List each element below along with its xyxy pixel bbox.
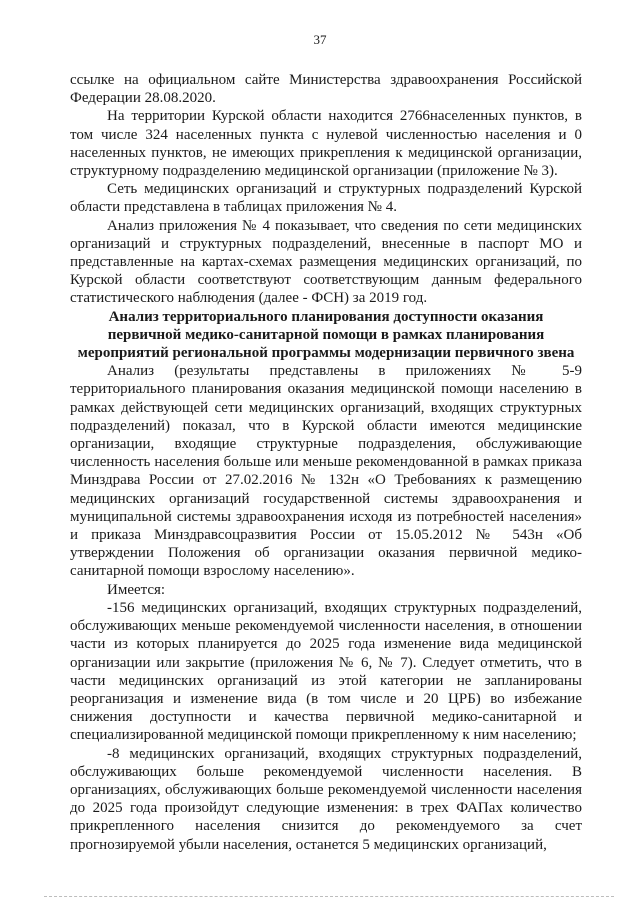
section-heading: Анализ территориального планирования доступности оказания первичной медико-санитарной помощи в рамках планирования мероприятий региональной программы модернизации первичного звена [77, 308, 575, 362]
paragraph-continuation: ссылке на официальном сайте Министерства здравоохранения Российской Федерации 28.08.2020. [70, 72, 582, 107]
paragraph-list-item-8: -8 медицинских организаций, входящих структурных подразделений, обслуживающих больше рекомендуемой численности населения. В организациях, обслуживающих больше рекомендуемой численности населения до 2025 года произойдут следующие изменения: в трех ФАПах количество прикрепленного населения снизится до рекомендуемого за счет прогнозируемой убыли населения, останется 5 медицинских организаций, [70, 745, 582, 853]
page-number: 37 [313, 32, 327, 47]
bottom-divider [44, 896, 614, 897]
paragraph-analysis-results: Анализ (результаты представлены в приложениях № 5-9 территориального планирования оказания медицинской помощи населению в рамках действующей сети медицинских организаций, входящих структурных подразделений) показал, что в Курской области имеются медицинские организации, входящие структурные подразделения, обслуживающие численность населения больше или меньше рекомендованной в рамках приказа Минздрава России от 27.02.2016 № 132н «О Требованиях к размещению медицинских организаций государственной системы здравоохранения и муниципальной системы здравоохранения исходя из потребностей населения» и приказа Минздравсоцразвития России от 15.05.2012 № 543н «Об утверждении Положения об организации оказания первичной медико-санитарной помощи взрослому населению». [70, 363, 582, 580]
document-body [70, 71, 582, 854]
paragraph-analysis-appendix-4: Анализ приложения № 4 показывает, что сведения по сети медицинских организаций и структурных подразделений, внесенные в паспорт МО и представленные на картах-схемах размещения медицинских организаций, по Курской области соответствуют соответствующим данным федерального статистического наблюдения (далее - ФСН) за 2019 год. [70, 217, 582, 307]
paragraph-list-item-156: -156 медицинских организаций, входящих структурных подразделений, обслуживающих меньше рекомендуемой численности населения, в отношении части из которых планируется до 2025 года изменение вида медицинской организации или закрытие (приложения № 6, № 7). Следует отметить, что в части медицинских организаций из этой категории не запланированы реорганизация и изменение вида (в том числе и 20 ЦРБ) во избежание снижения доступности и качества первичной медико-санитарной и специализированной медицинской помощи прикрепленному к ним населению; [70, 599, 582, 744]
paragraph-settlements: На территории Курской области находится 2766населенных пунктов, в том числе 324 населенных пункта с нулевой численностью населения и 0 населенных пунктов, не имеющих прикрепления к медицинской организации, структурному подразделению медицинской организации (приложение № 3). [70, 108, 582, 180]
paragraph-available: Имеется: [107, 581, 166, 598]
paragraph-network: Сеть медицинских организаций и структурных подразделений Курской области представлена в таблицах приложения № 4. [70, 181, 582, 216]
